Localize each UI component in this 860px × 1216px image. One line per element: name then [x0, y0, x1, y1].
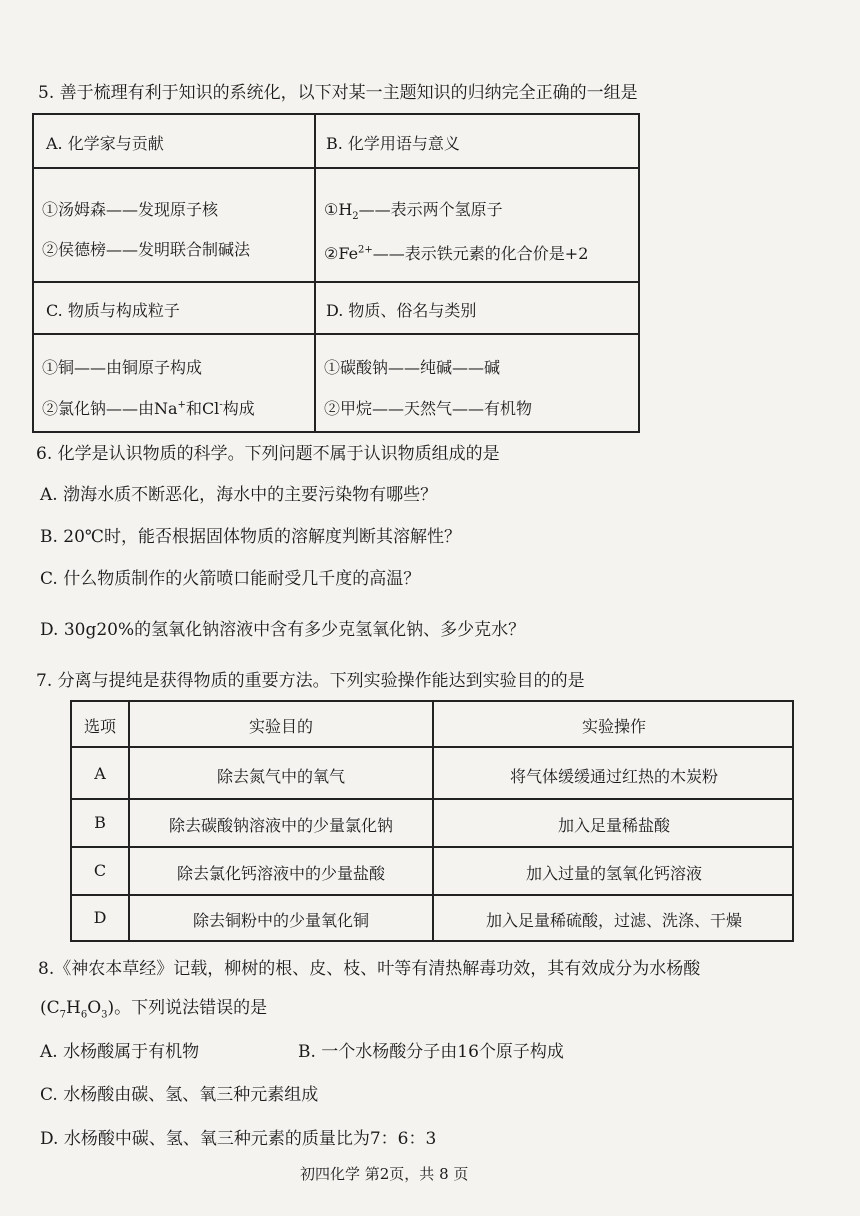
option-c-item-2: ②氯化钠——由Na+和Cl-构成 — [42, 399, 255, 418]
question-5-stem: 5. 善于梳理有利于知识的系统化，以下对某一主题知识的归纳完全正确的一组是 — [38, 83, 638, 103]
table-row-b-purpose: 除去碳酸钠溶液中的少量氯化钠 — [168, 816, 393, 835]
table-divider — [34, 333, 638, 335]
option-c-item-1: ①铜——由铜原子构成 — [42, 358, 203, 377]
question-8-stem: 8.《神农本草经》记载，柳树的根、皮、枝、叶等有清热解毒功效，其有效成分为水杨酸 — [38, 959, 701, 979]
question-7-stem: 7. 分离与提纯是获得物质的重要方法。下列实验操作能达到实验目的的是 — [36, 671, 585, 691]
question-5-table — [32, 113, 640, 433]
question-6-option-d: D. 30g20%的氢氧化钠溶液中含有多少克氢氧化钠、多少克水？ — [40, 620, 526, 640]
table-row-c-option: C — [93, 861, 107, 880]
option-a-item-1: ①汤姆森——发现原子核 — [42, 200, 219, 219]
table-row-b-operation: 加入足量稀盐酸 — [557, 816, 670, 835]
question-6-option-a: A. 渤海水质不断恶化，海水中的主要污染物有哪些？ — [40, 485, 438, 505]
table-divider — [72, 846, 792, 848]
table-header-option: 选项 — [83, 717, 116, 736]
option-b-item-2: $②Fe^{2+}——$表示铁元素的化合价是+2 — [324, 244, 589, 263]
question-8-option-c: C. 水杨酸由碳、氢、氧三种元素组成 — [40, 1085, 319, 1105]
table-divider — [314, 115, 316, 431]
table-divider — [72, 746, 792, 748]
table-row-a-purpose: 除去氮气中的氧气 — [216, 767, 345, 786]
table-row-b-option: B — [94, 813, 106, 832]
question-8-option-b: B. 一个水杨酸分子由16个原子构成 — [298, 1042, 564, 1062]
table-header-purpose: 实验目的 — [248, 717, 313, 736]
table-divider — [34, 281, 638, 283]
question-7-table — [70, 700, 794, 942]
table-row-d-purpose: 除去铜粉中的少量氧化铜 — [192, 911, 369, 930]
question-8-option-a: A. 水杨酸属于有机物 — [40, 1042, 200, 1062]
option-a-item-2: ②侯德榜——发明联合制碱法 — [42, 240, 251, 259]
option-c-header: C. 物质与构成粒子 — [46, 301, 180, 320]
table-row-c-purpose: 除去氯化钙溶液中的少量盐酸 — [176, 864, 385, 883]
table-row-d-operation: 加入足量稀硫酸，过滤、洗涤、干燥 — [485, 911, 742, 930]
table-divider — [34, 167, 638, 169]
option-d-header: D. 物质、俗名与类别 — [326, 301, 477, 320]
question-8-stem-continued: $(C_7H_6O_3)$。下列说法错误的是 — [40, 998, 268, 1021]
option-b-item-1: $①H_2——$表示两个氢原子 — [324, 200, 503, 223]
question-8-option-d: D. 水杨酸中碳、氢、氧三种元素的质量比为7：6：3 — [40, 1129, 437, 1149]
option-d-item-2: ②甲烷——天然气——有机物 — [324, 399, 533, 418]
question-6-option-b: B. 20℃时，能否根据固体物质的溶解度判断其溶解性？ — [40, 527, 461, 547]
question-6-option-c: C. 什么物质制作的火箭喷口能耐受几千度的高温？ — [40, 569, 421, 589]
table-row-a-operation: 将气体缓缓通过红热的木炭粉 — [509, 767, 718, 786]
option-a-header: A. 化学家与贡献 — [46, 134, 164, 153]
table-header-operation: 实验操作 — [581, 717, 646, 736]
table-row-a-option: A — [94, 764, 106, 783]
option-b-header: B. 化学用语与意义 — [326, 134, 460, 153]
option-d-item-1: ①碳酸钠——纯碱——碱 — [324, 358, 501, 377]
table-row-d-option: D — [93, 908, 107, 927]
table-row-c-operation: 加入过量的氢氧化钙溶液 — [525, 864, 702, 883]
table-divider — [72, 798, 792, 800]
table-divider — [72, 894, 792, 896]
page-footer: 初四化学 第2页，共 8 页 — [300, 1165, 469, 1183]
question-6-stem: 6. 化学是认识物质的科学。下列问题不属于认识物质组成的是 — [36, 444, 500, 464]
